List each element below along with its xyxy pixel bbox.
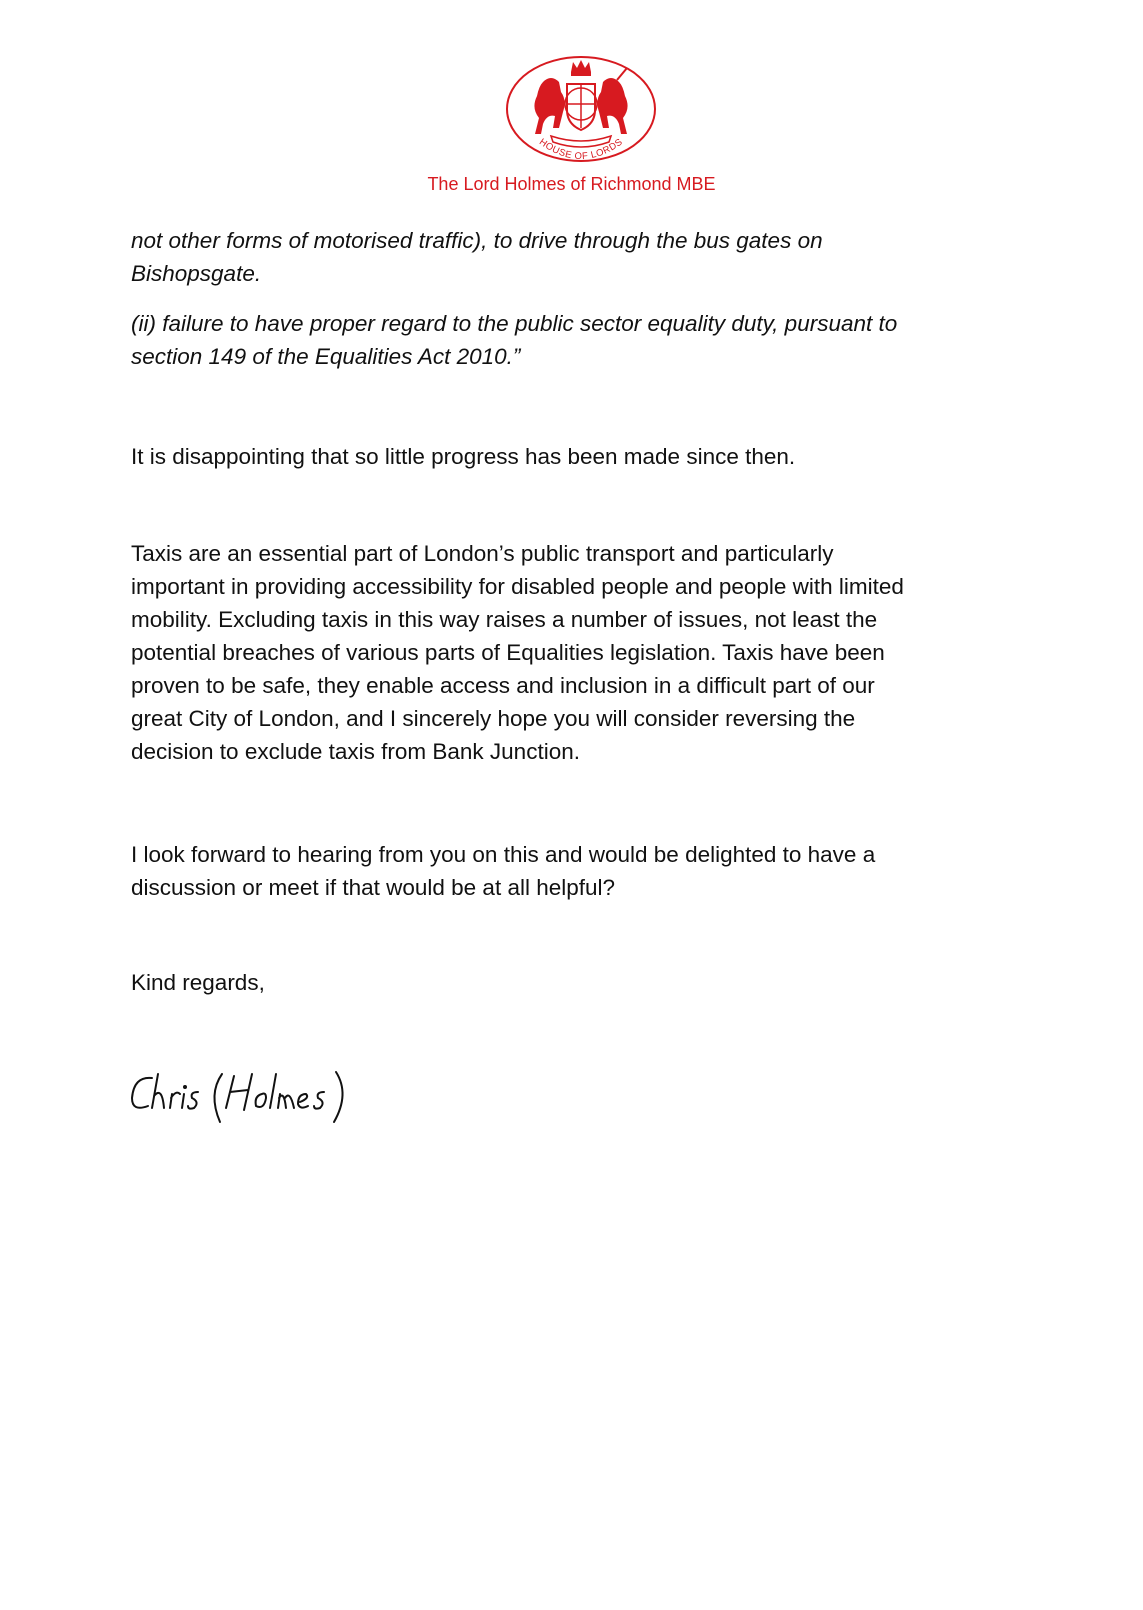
house-of-lords-crest-icon — [501, 54, 661, 174]
handwritten-signature — [128, 1068, 368, 1128]
sender-name: The Lord Holmes of Richmond MBE — [427, 174, 716, 194]
crest-label: HOUSE OF LORDS — [537, 136, 625, 163]
closing: Kind regards, — [131, 970, 265, 995]
paragraph-progress: It is disappointing that so little progress has been made since then. — [131, 444, 796, 469]
paragraph-taxis: Taxis are an essential part of London’s public transport and particularly important in providing accessibility for disabled people and people with limited mobility. Excluding taxis in this way raises a number of issues, not least the potential breaches of various parts of Equalities legislation. Taxis have been proven to be safe, they enable access and inclusion in a difficult part of our great City of London, and I sincerely hope you will consider reversing the decision to exclude taxis from Bank Junction. — [131, 541, 904, 764]
quoted-text-continuation: not other forms of motorised traffic), to drive through the bus gates on Bishopsgate. — [131, 228, 823, 286]
quoted-text-item-ii: (ii) failure to have proper regard to the public sector equality duty, pursuant to section 149 of the Equalities Act 2010.” — [131, 311, 898, 369]
paragraph-follow-up: I look forward to hearing from you on this and would be delighted to have a discussion or meet if that would be at all helpful? — [131, 842, 876, 900]
